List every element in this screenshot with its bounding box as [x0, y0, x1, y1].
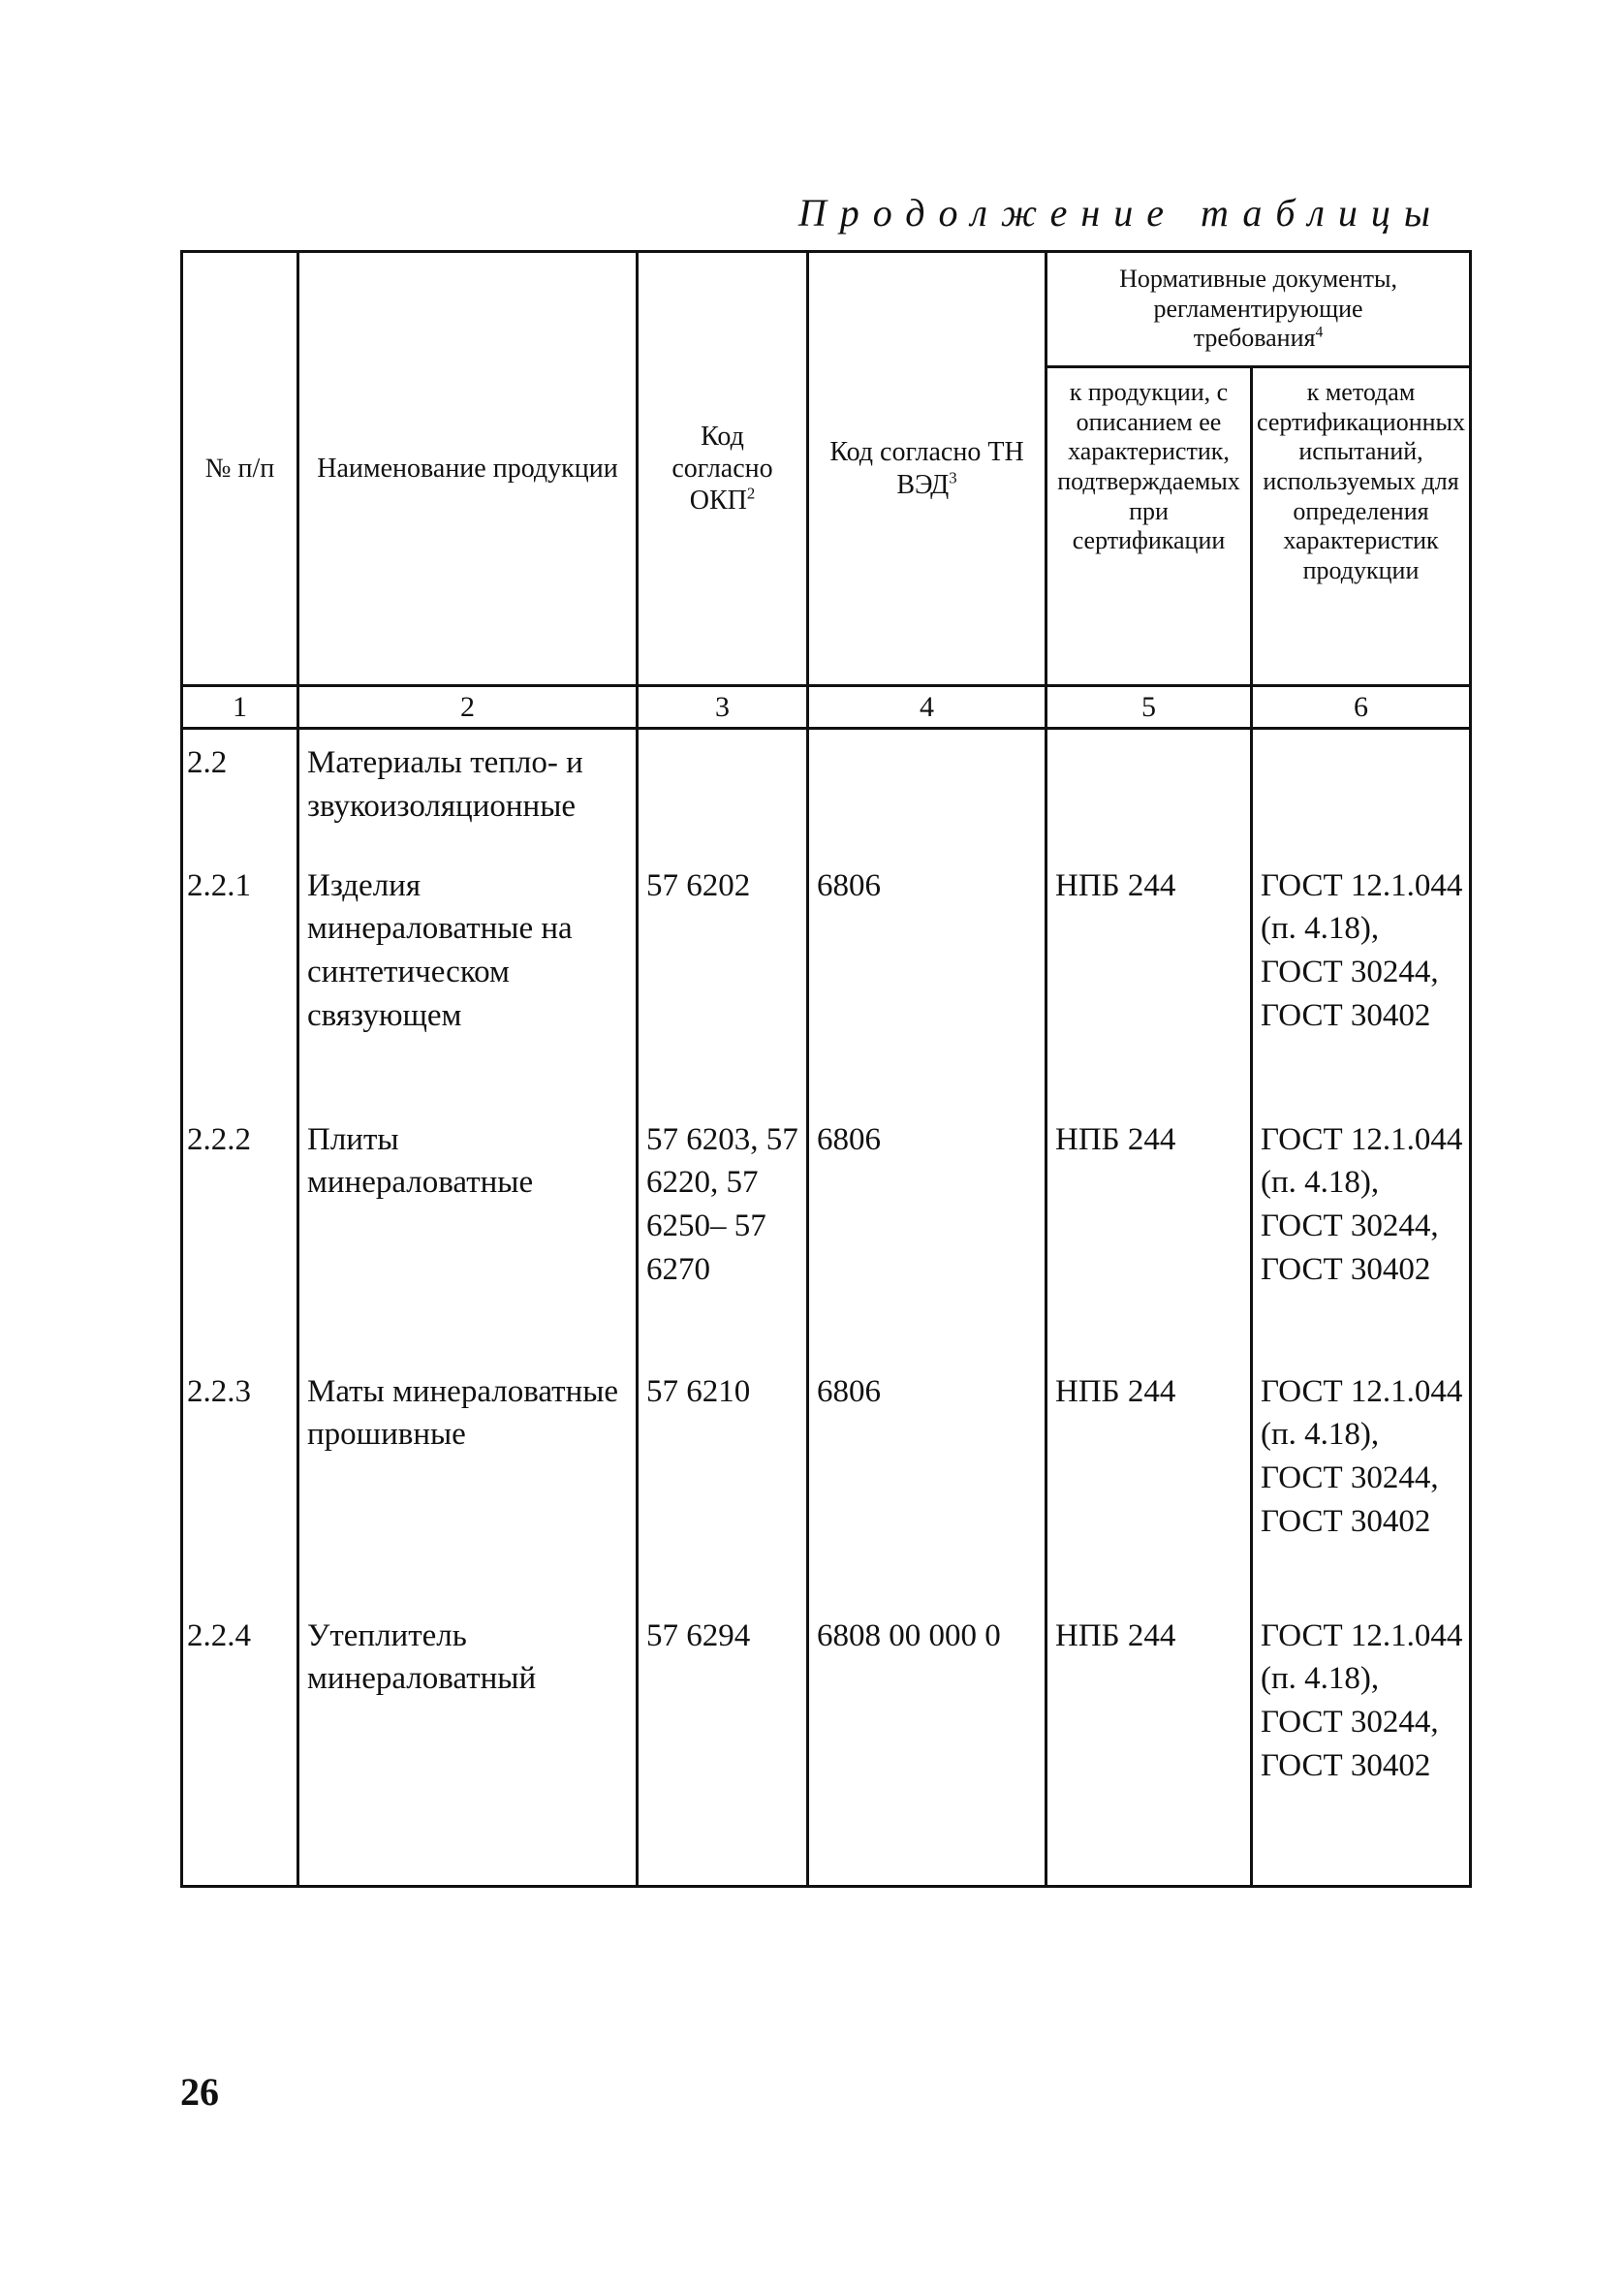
page-number: 26 [180, 2070, 219, 2114]
header-tnved: Код согласно ТН ВЭД$^3$ [808, 252, 1046, 686]
row-number: 2.2 [182, 729, 298, 853]
okp-code: 57 6203, 57 6220, 57 6250– 57 6270 [638, 1107, 808, 1359]
product-name: Маты минераловатные прошивные [298, 1359, 638, 1603]
certification-table [180, 250, 1472, 1888]
row-number: 2.2.3 [182, 1359, 298, 1603]
nd-product [1046, 729, 1252, 853]
column-number: 3 [638, 686, 808, 729]
product-name: Материалы тепло- и звукоизоляционные [298, 729, 638, 853]
nd-product: НПБ 244 [1046, 853, 1252, 1107]
product-name: Плиты минераловатные [298, 1107, 638, 1359]
tnved-code: 6806 [808, 853, 1046, 1107]
nd-product: НПБ 244 [1046, 1359, 1252, 1603]
header-normative-docs: Нормативные документы, регламентирующие требования$^4$ [1046, 252, 1471, 367]
column-number: 2 [298, 686, 638, 729]
okp-code: 57 6294 [638, 1603, 808, 1887]
column-number: 1 [182, 686, 298, 729]
okp-code: 57 6210 [638, 1359, 808, 1603]
table-row [182, 1603, 1471, 1887]
header-num: № п/п [182, 252, 298, 686]
nd-methods: ГОСТ 12.1.044 (п. 4.18), ГОСТ 30244, ГОСТ 30402 [1252, 1359, 1471, 1603]
nd-product: НПБ 244 [1046, 1107, 1252, 1359]
table-row [182, 729, 1471, 853]
tnved-code: 6806 [808, 1107, 1046, 1359]
header-name: Наименование продукции [298, 252, 638, 686]
table-row [182, 1359, 1471, 1603]
tnved-code: 6808 00 000 0 [808, 1603, 1046, 1887]
tnved-code [808, 729, 1046, 853]
product-name: Утеплитель минераловатный [298, 1603, 638, 1887]
nd-methods: ГОСТ 12.1.044 (п. 4.18), ГОСТ 30244, ГОСТ 30402 [1252, 853, 1471, 1107]
column-number: 6 [1252, 686, 1471, 729]
header-nd-product: к продукции, с описанием ее характеристик, подтверждаемых при сертификации [1046, 367, 1252, 686]
product-name: Изделия минераловатные на синтетическом связующем [298, 853, 638, 1107]
okp-code: 57 6202 [638, 853, 808, 1107]
column-number: 5 [1046, 686, 1252, 729]
nd-product: НПБ 244 [1046, 1603, 1252, 1887]
header-row-1 [182, 252, 1471, 367]
nd-methods: ГОСТ 12.1.044 (п. 4.18), ГОСТ 30244, ГОСТ 30402 [1252, 1603, 1471, 1887]
continuation-title: Продолжение таблицы [797, 191, 1444, 235]
row-number: 2.2.4 [182, 1603, 298, 1887]
column-number: 4 [808, 686, 1046, 729]
header-okp: Код согласно ОКП$^2$ [638, 252, 808, 686]
row-number: 2.2.1 [182, 853, 298, 1107]
nd-methods: ГОСТ 12.1.044 (п. 4.18), ГОСТ 30244, ГОСТ 30402 [1252, 1107, 1471, 1359]
tnved-code: 6806 [808, 1359, 1046, 1603]
nd-methods [1252, 729, 1471, 853]
table-row [182, 1107, 1471, 1359]
column-number-row [182, 686, 1471, 729]
row-number: 2.2.2 [182, 1107, 298, 1359]
okp-code [638, 729, 808, 853]
header-nd-methods: к методам сертификационных испытаний, используемых для определения характеристик продукции [1252, 367, 1471, 686]
table-row [182, 853, 1471, 1107]
